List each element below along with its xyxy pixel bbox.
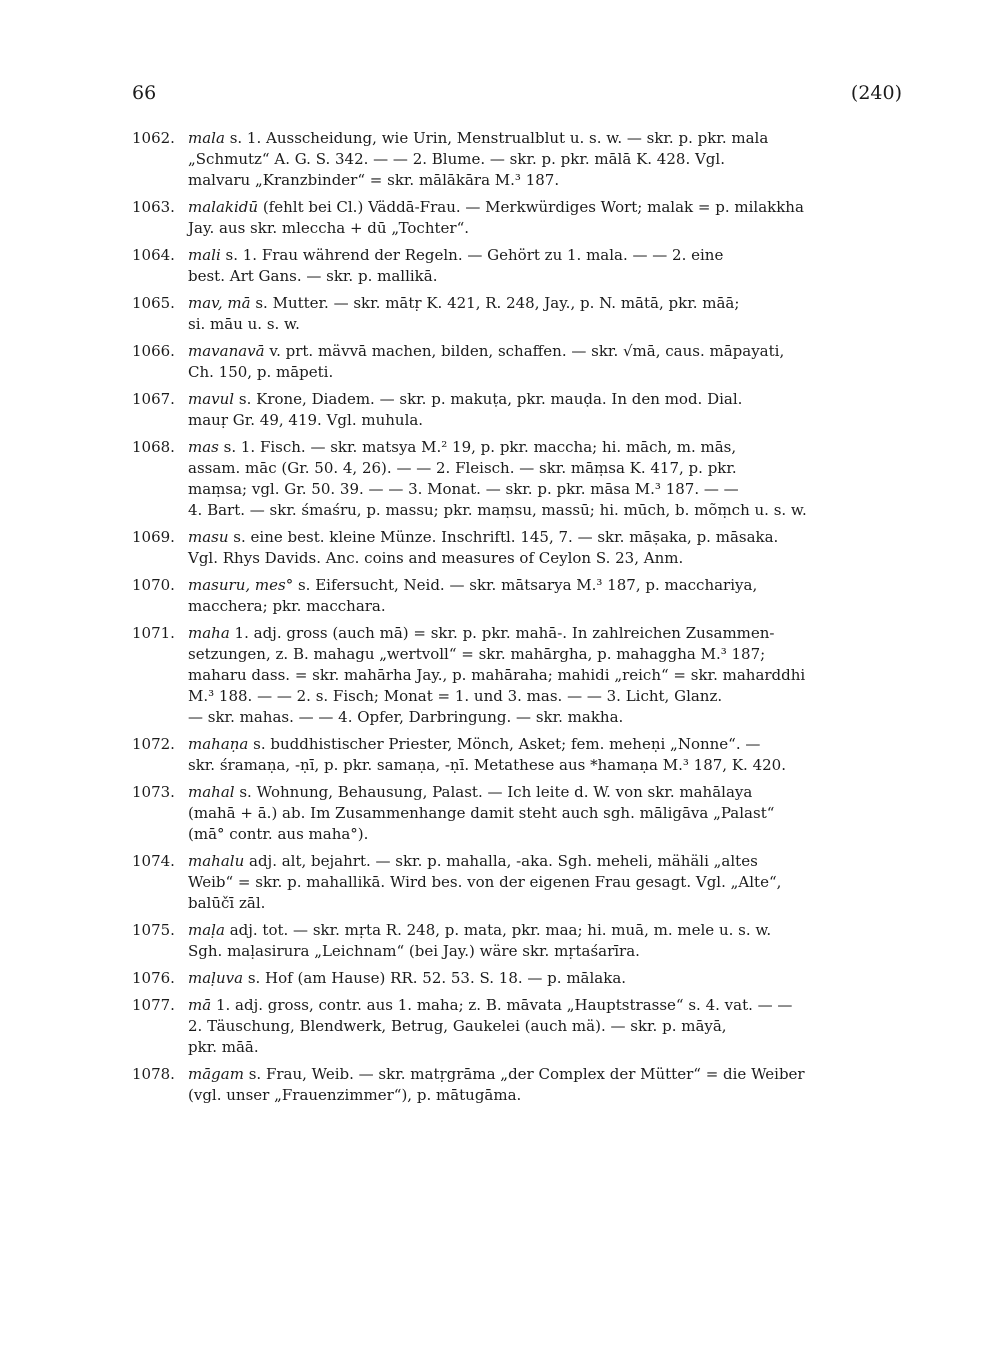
entry-definition: s. 1. Fisch. — skr. matsya M.² 19, p. pkr. maccha; hi. māch, m. mās, assam. māc (Gr. 50. 4, 26). — — 2. Fleisch. — skr. māṃsa K. 417, p. pkr. maṃsa; vgl. Gr. 50. 39. — — 3. Monat. — skr. p. pkr. māsa M.³ 187. — — 4. Bart. — skr. śmaśru, p. massu; pkr. maṃsu, massū; hi. mūch, b. mõṃch u. s. w. bbox=[188, 438, 807, 519]
dictionary-entry bbox=[132, 851, 907, 914]
page-number: 66 bbox=[132, 82, 157, 104]
entry-number: 1070. bbox=[132, 576, 175, 594]
entry-number: 1077. bbox=[132, 996, 175, 1014]
page-header bbox=[132, 82, 902, 112]
dictionary-entry bbox=[132, 389, 907, 431]
entry-definition: s. Frau, Weib. — skr. matṛgrāma „der Complex der Mütter“ = die Weiber (vgl. unser „Frauenzimmer“), p. mātugāma. bbox=[188, 1065, 805, 1104]
entry-text bbox=[188, 341, 907, 383]
entry-definition: v. prt. mävvā machen, bilden, schaffen. — skr. √mā, caus. māpayati, Ch. 150, p. māpeti. bbox=[188, 342, 785, 381]
entry-definition: s. eine best. kleine Münze. Inschriftl. 145, 7. — skr. māṣaka, p. māsaka. Vgl. Rhys Davids. Anc. coins and measures of Ceylon S. 23, Anm. bbox=[188, 528, 779, 567]
entry-number: 1071. bbox=[132, 624, 175, 642]
entry-headword: mavanavā bbox=[188, 342, 265, 360]
dictionary-entry bbox=[132, 341, 907, 383]
entry-number: 1069. bbox=[132, 528, 175, 546]
entry-headword: māgam bbox=[188, 1065, 244, 1083]
entry-text bbox=[188, 293, 907, 335]
entry-definition: 1. adj. gross, contr. aus 1. maha; z. B. māvata „Hauptstrasse“ s. 4. vat. — — 2. Täuschung, Blendwerk, Betrug, Gaukelei (auch mä). — skr. p. māyā, pkr. māā. bbox=[188, 996, 793, 1056]
dictionary-entry bbox=[132, 527, 907, 569]
entry-number: 1073. bbox=[132, 783, 175, 801]
entry-text bbox=[188, 527, 907, 569]
entry-headword: masu bbox=[188, 528, 229, 546]
entry-number: 1064. bbox=[132, 246, 175, 264]
entry-headword: mā bbox=[188, 996, 212, 1014]
entry-headword: mahaṇa bbox=[188, 735, 249, 753]
entry-headword: maha bbox=[188, 624, 230, 642]
entry-headword: mala bbox=[188, 129, 225, 147]
entry-definition: adj. tot. — skr. mṛta R. 248, p. mata, pkr. maa; hi. muā, m. mele u. s. w. Sgh. maḷasirura „Leichnam“ (bei Jay.) wäre skr. mṛtaśarīra. bbox=[188, 921, 772, 960]
dictionary-entry bbox=[132, 782, 907, 845]
entry-text bbox=[188, 389, 907, 431]
entry-definition: s. Mutter. — skr. mātṛ K. 421, R. 248, Jay., p. N. mātā, pkr. māā; si. māu u. s. w. bbox=[188, 294, 740, 333]
dictionary-entry bbox=[132, 437, 907, 521]
entry-definition: s. 1. Frau während der Regeln. — Gehört zu 1. mala. — — 2. eine best. Art Gans. — skr. p. mallikā. bbox=[188, 246, 724, 285]
entry-definition: s. Eifersucht, Neid. — skr. mātsarya M.³ 187, p. macchariya, macchera; pkr. macchara. bbox=[188, 576, 758, 615]
entry-text bbox=[188, 245, 907, 287]
entry-text bbox=[188, 623, 907, 728]
dictionary-entry bbox=[132, 968, 907, 989]
entry-headword: malakidū bbox=[188, 198, 259, 216]
dictionary-entry bbox=[132, 920, 907, 962]
entry-definition: s. Hof (am Hause) RR. 52. 53. S. 18. — p. mālaka. bbox=[243, 969, 627, 987]
entry-headword: mahalu bbox=[188, 852, 245, 870]
entry-number: 1078. bbox=[132, 1065, 175, 1083]
entry-number: 1062. bbox=[132, 129, 175, 147]
entry-number: 1074. bbox=[132, 852, 175, 870]
dictionary-entry bbox=[132, 293, 907, 335]
entry-headword: masuru, mes° bbox=[188, 576, 294, 594]
entry-text bbox=[188, 1064, 907, 1106]
entry-definition: s. buddhistischer Priester, Mönch, Asket; fem. meheṇi „Nonne“. — skr. śramaṇa, -ṇī, p. pkr. samaṇa, -ṇī. Metathese aus *hamaṇa M.³ 187, K. 420. bbox=[188, 735, 786, 774]
entry-headword: maḷa bbox=[188, 921, 225, 939]
entry-text bbox=[188, 734, 907, 776]
entry-definition: s. Krone, Diadem. — skr. p. makuṭa, pkr. mauḍa. In den mod. Dial. mauṛ Gr. 49, 419. Vgl. muhula. bbox=[188, 390, 743, 429]
entry-number: 1067. bbox=[132, 390, 175, 408]
dictionary-entry bbox=[132, 128, 907, 191]
entry-text bbox=[188, 575, 907, 617]
page-reference: (240) bbox=[850, 82, 902, 104]
entry-definition: (fehlt bei Cl.) Väddā-Frau. — Merkwürdiges Wort; malak = p. milakkha Jay. aus skr. mleccha + dū „Tochter“. bbox=[188, 198, 804, 237]
entry-number: 1076. bbox=[132, 969, 175, 987]
entry-text bbox=[188, 968, 907, 989]
entry-definition: 1. adj. gross (auch mā) = skr. p. pkr. mahā-. In zahlreichen Zusammen- setzungen, z. B. mahagu „wertvoll“ = skr. mahārgha, p. mahaggha M.³ 187; maharu dass. = skr. mahārha Jay., p. mahāraha; mahidi „reich“ = skr. maharddhi M.³ 188. — — 2. s. Fisch; Monat = 1. und 3. mas. — — 3. Licht, Glanz. — skr. mahas. — — 4. Opfer, Darbringung. — skr. makha. bbox=[188, 624, 806, 726]
entry-text bbox=[188, 437, 907, 521]
entry-definition: adj. alt, bejahrt. — skr. p. mahalla, -aka. Sgh. meheli, mähäli „altes Weib“ = skr. p. mahallikā. Wird bes. von der eigenen Frau gesagt. Vgl. „Alte“, balūčī zāl. bbox=[188, 852, 782, 912]
entry-number: 1072. bbox=[132, 735, 175, 753]
entry-number: 1065. bbox=[132, 294, 175, 312]
entry-text bbox=[188, 197, 907, 239]
entry-text bbox=[188, 128, 907, 191]
entry-headword: mas bbox=[188, 438, 219, 456]
dictionary-entry bbox=[132, 734, 907, 776]
dictionary-entry bbox=[132, 995, 907, 1058]
entry-headword: mahal bbox=[188, 783, 235, 801]
entry-headword: mali bbox=[188, 246, 221, 264]
entry-text bbox=[188, 920, 907, 962]
dictionary-entry bbox=[132, 245, 907, 287]
dictionary-entry bbox=[132, 575, 907, 617]
entry-number: 1075. bbox=[132, 921, 175, 939]
dictionary-entries bbox=[132, 128, 907, 1112]
entry-text bbox=[188, 782, 907, 845]
entry-text bbox=[188, 995, 907, 1058]
dictionary-entry bbox=[132, 197, 907, 239]
entry-headword: maḷuva bbox=[188, 969, 244, 987]
entry-definition: s. Wohnung, Behausung, Palast. — Ich leite d. W. von skr. mahālaya (mahā + ā.) ab. Im Zusammenhange damit steht auch sgh. māligāva „Palast“ (mā° contr. aus maha°). bbox=[188, 783, 775, 843]
entry-headword: mav, mā bbox=[188, 294, 251, 312]
entry-number: 1063. bbox=[132, 198, 175, 216]
entry-definition: s. 1. Ausscheidung, wie Urin, Menstrualblut u. s. w. — skr. p. pkr. mala „Schmutz“ A. G. S. 342. — — 2. Blume. — skr. p. pkr. mālā K. 428. Vgl. malvaru „Kranzbinder“ = skr. mālākāra M.³ 187. bbox=[188, 129, 769, 189]
entry-text bbox=[188, 851, 907, 914]
dictionary-entry bbox=[132, 623, 907, 728]
entry-number: 1066. bbox=[132, 342, 175, 360]
dictionary-entry bbox=[132, 1064, 907, 1106]
entry-number: 1068. bbox=[132, 438, 175, 456]
entry-headword: mavul bbox=[188, 390, 235, 408]
